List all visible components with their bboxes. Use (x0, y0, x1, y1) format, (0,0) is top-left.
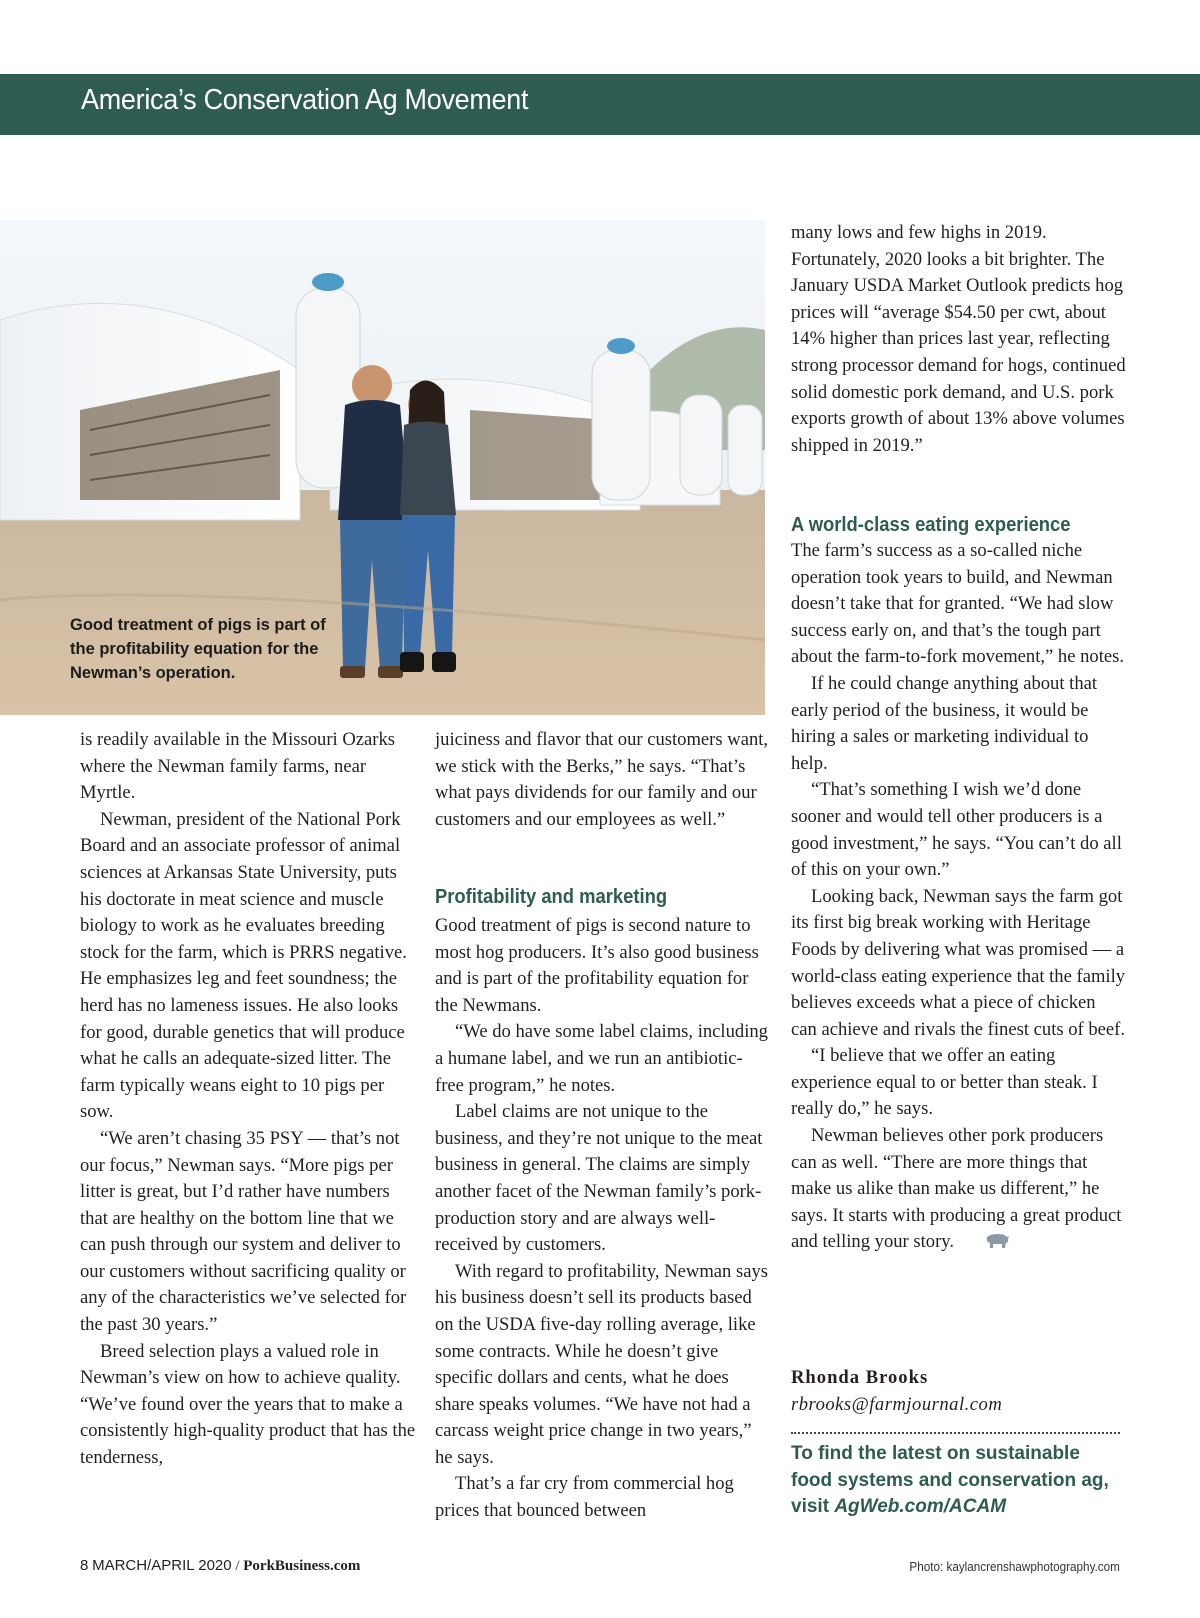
footer-separator: / (235, 1558, 240, 1574)
divider (791, 1432, 1120, 1434)
paragraph: is readily available in the Missouri Ozarks where the Newman family farms, near Myrtle. (80, 729, 395, 804)
paragraph: Good treatment of pigs is second nature to most hog producers. It’s also good business and is part of the profitability equation for the Newmans. (435, 915, 759, 1016)
paragraph: If he could change anything about that early period of the business, it would be hiring a sales or marketing individual to help. (791, 672, 1098, 774)
cta-link[interactable]: AgWeb.com/ACAM (834, 1496, 1007, 1518)
pig-icon (964, 1231, 1010, 1258)
author-email[interactable]: rbrooks@farmjournal.com (791, 1393, 1003, 1415)
paragraph: With regard to profitability, Newman says his business doesn’t sell its products based on the USDA five-day rolling average, like some contracts. While he doesn’t give specific dollars and cents, what he does share speaks volumes. “We have not had a carcass weight price change in two years,” he says. (435, 1260, 769, 1468)
paragraph: “We aren’t chasing 35 PSY — that’s not our focus,” Newman says. “More pigs per litter is great, but I’d rather have numbers that are healthy on the bottom line that we can push through our system and deliver to our customers without sacrificing quality or any of the characteristics we’ve selected for the past 30 years.” (80, 1127, 407, 1336)
subhead-profitability: Profitability and marketing (435, 886, 668, 908)
paragraph: That’s a far cry from commercial hog prices that bounced between (435, 1473, 734, 1522)
photo-credit: Photo: kaylancrenshawphotography.com (909, 1559, 1120, 1574)
photo-caption: Good treatment of pigs is part of the profitability equation for the Newman’s operation. (70, 616, 326, 682)
subhead-world-class-eating: A world-class eating experience (791, 514, 1071, 536)
paragraph: Looking back, Newman says the farm got its first big break working with Heritage Foods by delivering what was promised — a world-class eating experience that the family believes exceeds what a piece of chicken can achieve and rivals the finest cuts of beef. (791, 885, 1126, 1040)
page-number: 8 (80, 1557, 89, 1574)
column-2-body (435, 913, 770, 1525)
page-footer (80, 1557, 360, 1575)
paragraph: Breed selection plays a valued role in Newman’s view on how to achieve quality. “We’ve found over the years that to make a consistently high-quality product that has the tenderness, (80, 1340, 416, 1469)
paragraph: “We do have some label claims, including a humane label, and we run an antibiotic-free program,” he notes. (435, 1021, 768, 1096)
column-3-lead (791, 220, 1126, 459)
column-3-body (791, 538, 1126, 1258)
paragraph: juiciness and flavor that our customers want, we stick with the Berks,” he says. “That’s what pays dividends for our family and our customers and our employees as well.” (435, 729, 769, 830)
cta-text: To find the latest on sustainable food systems and conservation ag, visit (791, 1443, 1109, 1518)
farm-photo (0, 220, 765, 715)
column-1 (80, 727, 420, 1472)
paragraph: Newman, president of the National Pork Board and an associate professor of animal sciences at Arkansas State University, puts his doctorate in meat science and muscle biology to work as he evaluates breeding stock for the farm, which is PRRS negative. He emphasizes leg and feet soundness; the herd has no lameness issues. He also looks for good, durable genetics that will produce what he calls an adequate-sized litter. The farm typically weans eight to 10 pigs per sow. (80, 808, 407, 1123)
paragraph: many lows and few highs in 2019. Fortunately, 2020 looks a bit brighter. The January USDA Market Outlook predicts hog prices will “average $54.50 per cwt, about 14% higher than prices last year, reflecting strong processor demand for hogs, continued solid domestic pork demand, and U.S. pork exports growth of about 13% above volumes shipped in 2019.” (791, 222, 1126, 456)
paragraph: The farm’s success as a so-called niche operation took years to build, and Newman doesn’t take that for granted. “We had slow success early on, and that’s the tough part about the farm-to-fork movement,” he notes. (791, 540, 1125, 668)
author-byline (791, 1365, 1126, 1418)
site-name: PorkBusiness.com (243, 1558, 361, 1574)
author-name: Rhonda Brooks (791, 1367, 929, 1388)
call-to-action (791, 1441, 1126, 1521)
paragraph: “That’s something I wish we’d done sooner and would tell other producers is a good investment,” he says. “You can’t do all of this on your own.” (791, 779, 1122, 881)
paragraph: Label claims are not unique to the business, and they’re not unique to the meat business in general. The claims are simply another facet of the Newman family’s pork-production story and are always well-received by customers. (435, 1101, 763, 1256)
column-2-lead (435, 727, 770, 833)
section-title: America’s Conservation Ag Movement (81, 84, 529, 116)
issue-date: MARCH/APRIL 2020 (92, 1557, 232, 1574)
paragraph-final (791, 1123, 1126, 1258)
paragraph: “I believe that we offer an eating experience equal to or better than steak. I really do,” he says. (791, 1045, 1098, 1120)
paragraph-text: Newman believes other pork producers can as well. “There are more things that make us alike than make us different,” he says. It starts with producing a great product and telling your story. (791, 1125, 1122, 1253)
section-banner (0, 74, 1200, 135)
